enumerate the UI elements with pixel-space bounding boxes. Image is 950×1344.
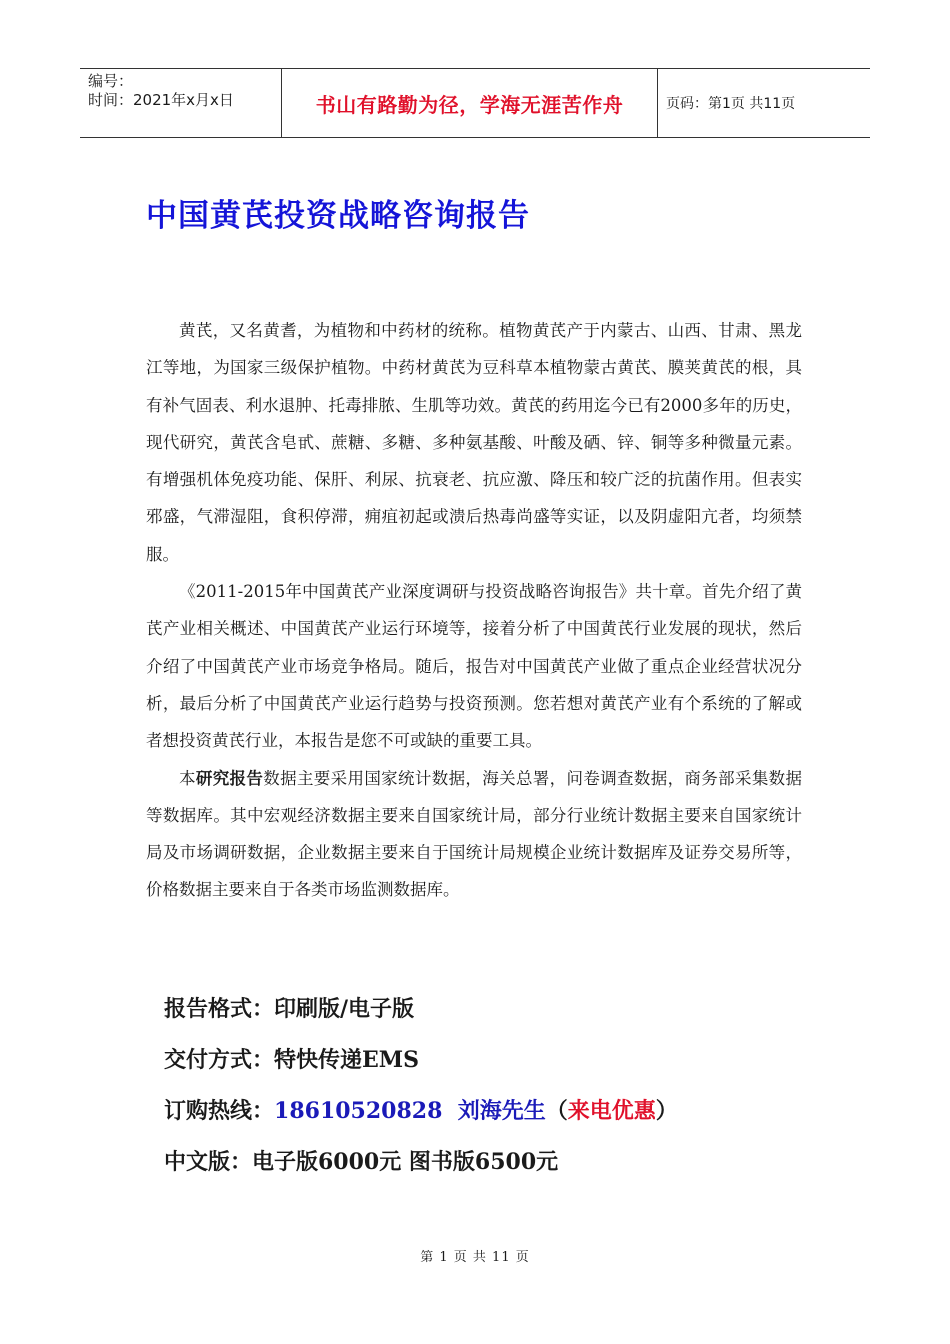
page-info: 页码：第1页 共11页 [666,96,796,112]
sources-bold: 研究报告 [195,768,264,788]
paren-open: （ [545,1098,568,1124]
paragraph-sources [146,760,802,909]
sources-prefix: 本 [179,768,196,788]
price-info: 中文版：电子版6000元 图书版6500元 [164,1149,559,1175]
hotline-number: 18610520828 [274,1098,443,1124]
page-footer: 第 1 页 共 11 页 [420,1250,530,1265]
delivery-method: 交付方式：特快传递EMS [164,1047,420,1073]
header-meta-cell [80,69,282,137]
order-info [164,984,678,1188]
hotline-row [164,1086,678,1137]
contact-name: 刘海先生 [457,1098,546,1124]
body-text [146,312,802,909]
sources-rest: 数据主要采用国家统计数据，海关总署，问卷调查数据，商务部采集数据等数据库。其中宏观经济数据主要来自国家统计局，部分行业统计数据主要来自国家统计局及市场调研数据，企业数据主要来自于国统计局规模企业统计数据库及证券交易所等，价格数据主要来自于各类市场监测数据库。 [146,768,803,900]
number-label: 编号： [88,72,134,90]
hotline-label: 订购热线： [164,1098,275,1124]
report-format: 报告格式：印刷版/电子版 [164,996,415,1022]
header-table [80,68,870,138]
paragraph-intro: 黄芪，又名黄耆，为植物和中药材的统称。植物黄芪产于内蒙古、山西、甘肃、黑龙江等地，为国家三级保护植物。中药材黄芪为豆科草本植物蒙古黄芪、膜荚黄芪的根，具有补气固表、利水退肿、托毒排脓、生肌等功效。黄芪的药用迄今已有2000多年的历史，现代研究，黄芪含皂甙、蔗糖、多糖、多种氨基酸、叶酸及硒、锌、铜等多种微量元素。有增强机体免疫功能、保肝、利尿、抗衰老、抗应激、降压和较广泛的抗菌作用。但表实邪盛，气滞湿阻，食积停滞，痈疽初起或溃后热毒尚盛等实证，以及阴虚阳亢者，均须禁服。 [146,321,802,564]
paren-close: ） [655,1098,678,1124]
document-title: 中国黄芪投资战略咨询报告 [146,198,530,234]
motto: 书山有路勤为径，学海无涯苦作舟 [282,69,658,137]
time-label: 时间：2021年x月x日 [88,91,234,109]
paragraph-summary: 《2011-2015年中国黄芪产业深度调研与投资战略咨询报告》共十章。首先介绍了黄芪产业相关概述、中国黄芪产业运行环境等，接着分析了中国黄芪行业发展的现状，然后介绍了中国黄芪产业市场竞争格局。随后，报告对中国黄芪产业做了重点企业经营状况分析，最后分析了中国黄芪产业运行趋势与投资预测。您若想对黄芪产业有个系统的了解或者想投资黄芪行业，本报告是您不可或缺的重要工具。 [146,582,802,751]
discount-note: 来电优惠 [567,1098,656,1124]
